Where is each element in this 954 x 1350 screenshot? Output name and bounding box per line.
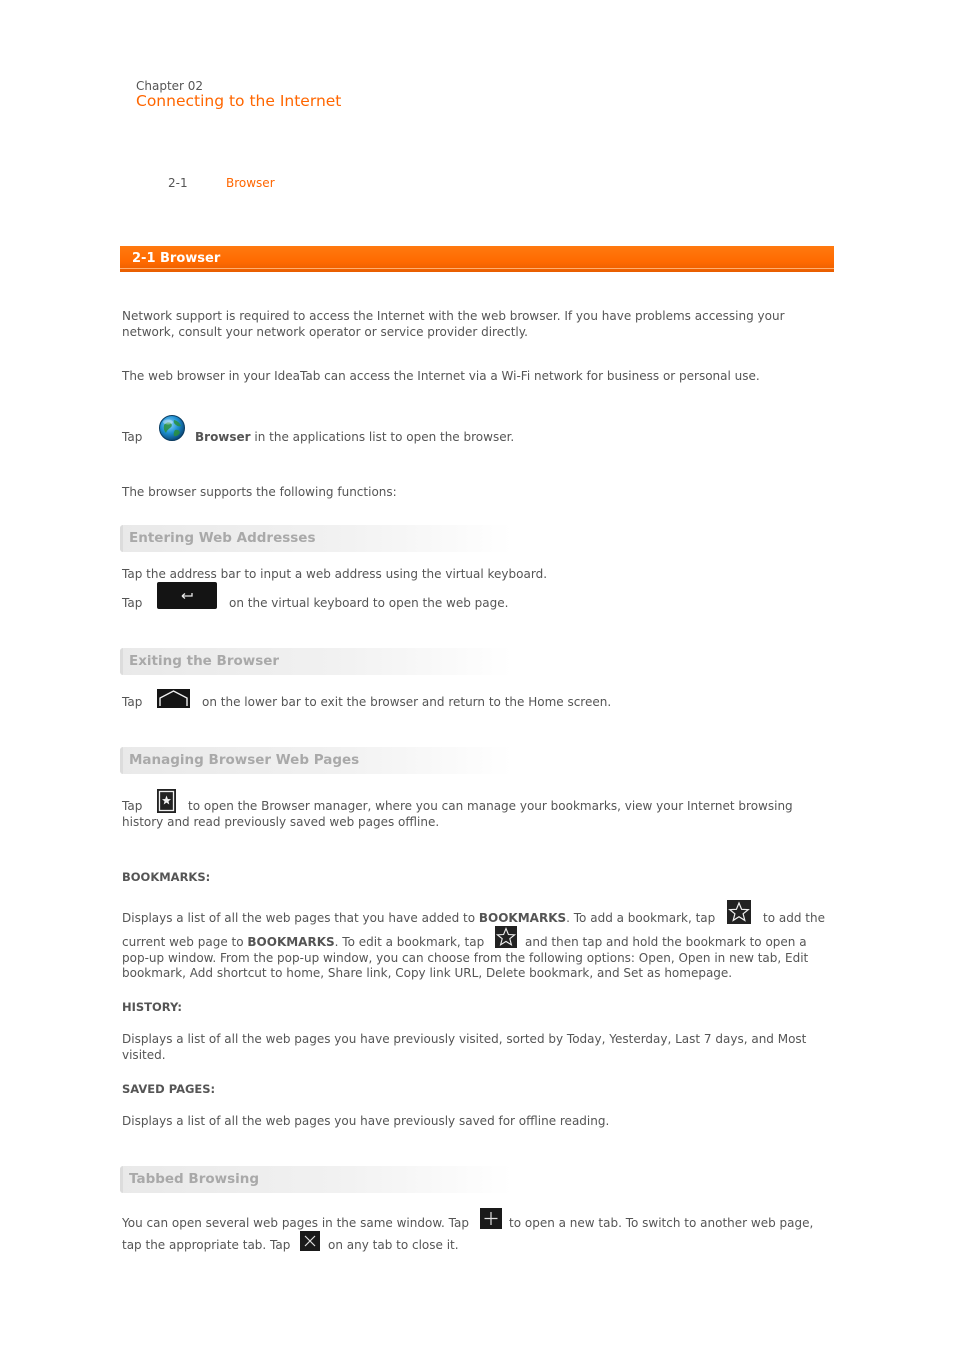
close-tab-icon (300, 1231, 320, 1251)
subheading-exiting-browser (120, 648, 512, 675)
bookmarks-label: BOOKMARKS: (122, 870, 211, 884)
bookmarks-text-b: . To add a bookmark, tap (566, 911, 716, 925)
bookmarks-text-a: Displays a list of all the web pages that you have added to (122, 911, 479, 925)
tabbed-text-a: You can open several web pages in the same window. Tap (122, 1216, 469, 1230)
bookmarks-line2 (122, 935, 484, 951)
intro-paragraph-wifi: The web browser in your IdeaTab can access the Internet via a Wi-Fi network for business or personal use. (122, 369, 760, 383)
tap-text: Tap (122, 596, 143, 610)
tabbed-text-d: on any tab to close it. (328, 1238, 459, 1252)
bookmarks-text-e: . To edit a bookmark, tap (334, 935, 485, 949)
subheading-tabbed-browsing (120, 1166, 512, 1193)
enter-key-icon (157, 582, 217, 609)
star-edit-bookmark-icon (495, 926, 517, 948)
intro-paragraph-network: Network support is required to access the Internet with the web browser. If you have problems accessing your network, consult your network operator or service provider directly. (122, 309, 785, 339)
saved-pages-text: Displays a list of all the web pages you have previously saved for offline reading. (122, 1114, 610, 1128)
new-tab-plus-icon (480, 1208, 502, 1229)
bookmarks-text-c: to add the (763, 911, 825, 925)
tap-text: Tap (122, 430, 143, 444)
subheading-entering-web-addresses (120, 525, 512, 552)
entering-line1: Tap the address bar to input a web address using the virtual keyboard. (122, 567, 548, 581)
history-text: Displays a list of all the web pages you have previously visited, sorted by Today, Yesterday, Last 7 days, and Most visited. (122, 1032, 807, 1062)
history-label: HISTORY: (122, 1000, 182, 1014)
toc-number: 2-1 (168, 176, 188, 190)
bookmarks-text-g: pop-up window. From the pop-up window, you can choose from the following options: Open, Open in new tab, Edit (122, 951, 809, 965)
section-banner (120, 246, 834, 272)
subheading-tabbed-label: Tabbed Browsing (129, 1171, 260, 1187)
browser-bold-label: Browser (195, 430, 251, 444)
bookmarks-bold-1: BOOKMARKS (478, 911, 567, 925)
star-add-bookmark-icon (727, 900, 751, 924)
subheading-managing-web-pages (120, 747, 512, 774)
chapter-label: Chapter 02 (136, 79, 204, 93)
subheading-exiting-label: Exiting the Browser (129, 653, 280, 669)
chapter-title: Connecting to the Internet (136, 92, 342, 110)
bookmarks-text-h: bookmark, Add shortcut to home, Share link, Copy link URL, Delete bookmark, and Set as homepage. (122, 966, 733, 980)
entering-line2-rest: on the virtual keyboard to open the web page. (229, 596, 509, 610)
managing-rest-line1: to open the Browser manager, where you can manage your bookmarks, view your Internet browsing (188, 799, 793, 813)
toc-link-browser[interactable]: Browser (226, 176, 275, 190)
bookmarks-bold-2: BOOKMARKS (247, 935, 335, 949)
bookmarks-manager-icon (157, 789, 176, 813)
browser-instruction (195, 430, 514, 446)
home-icon (157, 689, 190, 708)
subheading-entering-label: Entering Web Addresses (129, 530, 316, 546)
section-banner-title: 2-1 Browser (132, 251, 221, 266)
saved-pages-label: SAVED PAGES: (122, 1082, 216, 1096)
exiting-rest: on the lower bar to exit the browser and return to the Home screen. (202, 695, 612, 709)
bookmarks-line1 (122, 911, 715, 927)
tap-text: Tap (122, 799, 143, 813)
browser-instruction-rest: in the applications list to open the browser. (250, 430, 515, 444)
browser-globe-icon (158, 414, 186, 442)
supports-paragraph: The browser supports the following functions: (122, 485, 397, 499)
bookmarks-text-d: current web page to (122, 935, 248, 949)
managing-rest-line2: history and read previously saved web pages offline. (122, 815, 440, 829)
tabbed-text-c: tap the appropriate tab. Tap (122, 1238, 291, 1252)
tabbed-text-b: to open a new tab. To switch to another web page, (509, 1216, 814, 1230)
subheading-managing-label: Managing Browser Web Pages (129, 752, 360, 768)
tap-text: Tap (122, 695, 143, 709)
bookmarks-text-f: and then tap and hold the bookmark to open a (525, 935, 807, 949)
